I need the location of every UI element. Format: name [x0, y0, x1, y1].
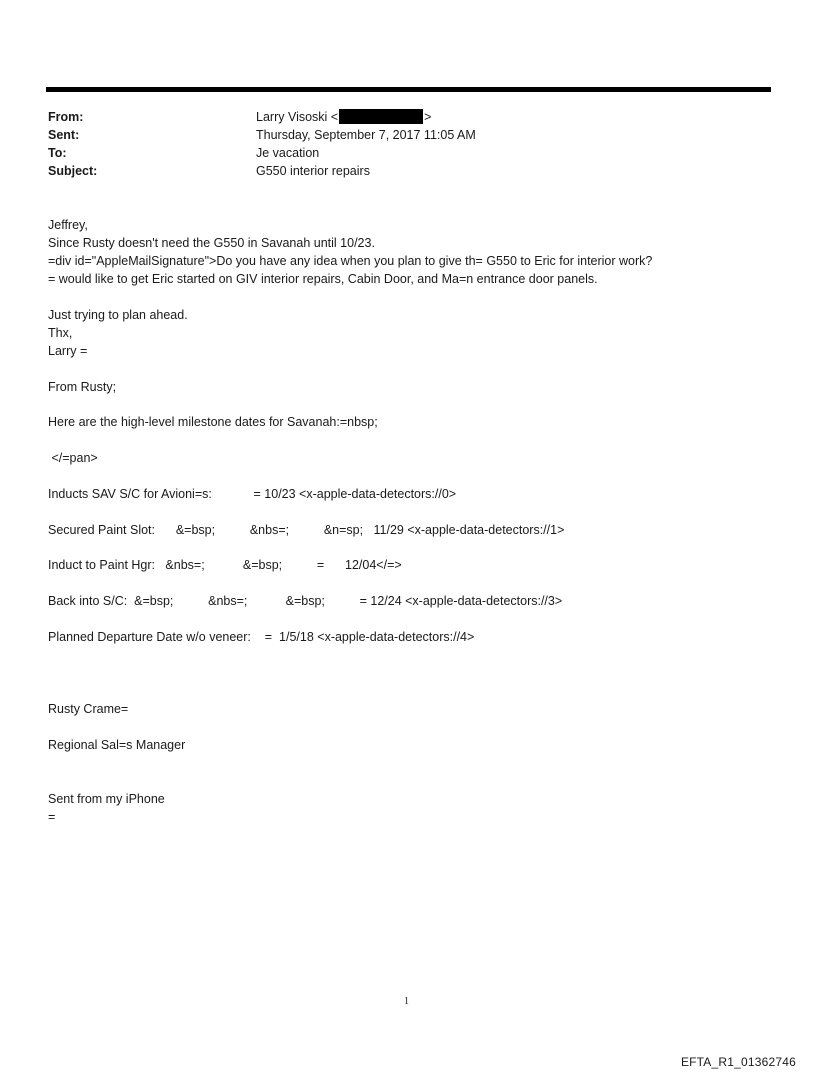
- body-line: =: [48, 810, 56, 824]
- from-value: [256, 108, 431, 126]
- page-number: 1: [404, 996, 409, 1007]
- body-line: Thx,: [48, 326, 73, 340]
- body-line: = would like to get Eric started on GIV interior repairs, Cabin Door, and Ma=n entrance door panels.: [48, 272, 598, 286]
- from-label: From:: [48, 110, 84, 124]
- body-line: Rusty Crame=: [48, 702, 129, 716]
- body-line: Just trying to plan ahead.: [48, 308, 188, 322]
- body-line: Back into S/C: &=bsp; &nbs=; &=bsp; = 12/24 <x-apple-data-detectors://3>: [48, 594, 563, 608]
- body-line: Larry =: [48, 344, 88, 358]
- body-line: Secured Paint Slot: &=bsp; &nbs=; &n=sp; 11/29 <x-apple-data-detectors://1>: [48, 523, 565, 537]
- sent-value: Thursday, September 7, 2017 11:05 AM: [256, 128, 476, 142]
- body-line: </=pan>: [48, 451, 98, 465]
- to-label: To:: [48, 146, 67, 160]
- body-line: Planned Departure Date w/o veneer: = 1/5/18 <x-apple-data-detectors://4>: [48, 630, 475, 644]
- body-line: From Rusty;: [48, 380, 117, 394]
- header-rule: [46, 87, 771, 92]
- body-line: Jeffrey,: [48, 218, 88, 232]
- to-value: Je vacation: [256, 146, 320, 160]
- body-line: Here are the high-level milestone dates for Savanah:=nbsp;: [48, 415, 378, 429]
- body-line: Sent from my iPhone: [48, 792, 165, 806]
- body-line: Regional Sal=s Manager: [48, 738, 186, 752]
- bates-id: EFTA_R1_01362746: [680, 1055, 796, 1069]
- subject-value: G550 interior repairs: [256, 164, 370, 178]
- from-end: >: [424, 110, 432, 124]
- body-line: Inducts SAV S/C for Avioni=s: = 10/23 <x-apple-data-detectors://0>: [48, 487, 457, 501]
- subject-label: Subject:: [48, 164, 98, 178]
- body-line: Induct to Paint Hgr: &nbs=; &=bsp; = 12/04</=>: [48, 558, 402, 572]
- sent-label: Sent:: [48, 128, 80, 142]
- body-line: =div id="AppleMailSignature">Do you have any idea when you plan to give th= G550 to Eric for interior work?: [48, 254, 653, 268]
- redaction-box: [339, 109, 423, 124]
- from-name: Larry Visoski <: [256, 110, 339, 124]
- body-line: Since Rusty doesn't need the G550 in Savanah until 10/23.: [48, 236, 375, 250]
